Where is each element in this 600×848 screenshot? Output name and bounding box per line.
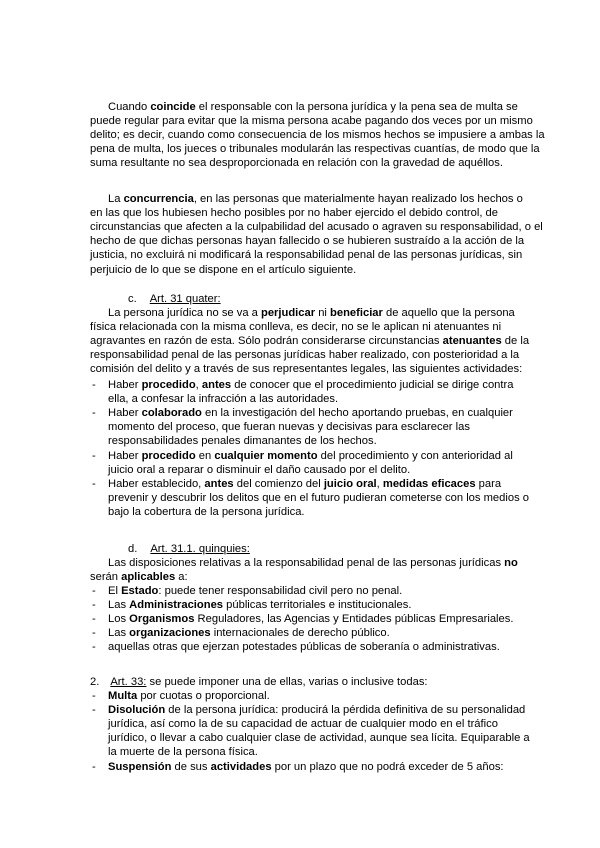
list-item-line [108,717,498,731]
text-run: Haber [108,407,142,419]
list-item-line [108,612,513,626]
paragraph-line [90,114,533,128]
text-run: comisión del delito y a través de sus representantes legales, las siguientes actividades: [90,363,523,375]
text-run: Las disposiciones relativas a la responsabilidad penal de las personas jurídicas [108,557,505,569]
text-run: momento del proceso, que fueran nuevas y decisivas para esclarecer las [108,421,470,433]
text-run: jurídica, así como la de su capacidad de actuar de cualquier modo en el tráfico [108,718,498,730]
text-run: Los [108,613,130,625]
text-run: Cuando [108,101,151,113]
bold-term: cualquier momento [214,450,318,462]
text-run: de la persona jurídica: producirá la pérdida definitiva de su personalidad [165,704,526,716]
heading-art-31-quater [128,292,221,306]
list-item-line [108,477,501,491]
paragraph-line [90,234,524,248]
list-item-line [108,760,504,774]
bullet-dash: - [92,641,96,653]
bullet-dash: - [92,585,96,597]
bullet-dash: - [92,627,96,639]
heading-marker: d. [128,543,138,555]
heading-title: Art. 31.1. quinquies: [150,543,250,555]
text-run: La [108,193,124,205]
paragraph-line [90,334,529,348]
paragraph-line [90,320,501,334]
text-run: , en las personas que materialmente hayan realizado los hechos o [193,193,523,205]
text-run: Haber establecido, [108,478,205,490]
text-run: jurídico, o llevar a cabo cualquier clase de actividad, aunque sea lícita. Equiparable a [108,732,530,744]
bold-term: concurrencia [123,193,194,205]
list-item-line [108,449,513,463]
heading-title: Art. 33: [110,676,147,688]
heading-rest: se puede imponer una de ellas, varias o inclusive todas: [146,676,428,688]
text-run: delito; es decir, cuando como consecuencia de los mismos hechos se impusiere a ambas la [90,129,545,141]
list-item-line [108,491,529,505]
text-run: , [195,379,202,391]
text-run: por cuotas o proporcional. [137,690,270,702]
text-run: el responsable con la persona jurídica y la pena sea de multa se [195,101,518,113]
bold-term: Disolución [108,704,166,716]
paragraph-line [108,306,515,320]
bold-term: organizaciones [129,627,211,639]
text-run: Las [108,627,130,639]
list-item-line [108,378,513,392]
bold-term: juicio oral [323,478,377,490]
bold-term: aplicables [121,571,176,583]
bold-term: Administraciones [129,599,224,611]
paragraph-line [90,156,503,170]
bullet-dash: - [92,613,96,625]
text-run: en la investigación del hecho aportando pruebas, en cualquier [201,407,513,419]
paragraph-line [90,348,519,362]
list-item-line [108,640,500,654]
paragraph-line [90,248,522,262]
list-item-line [108,463,410,477]
bold-term: no [504,557,518,569]
bold-term: antes [201,379,232,391]
list-item-line [108,505,305,519]
heading-art-31-quinquies [128,542,250,556]
text-run: responsabilidades penales dimanantes de los hechos. [108,435,377,447]
bold-term: Organismos [129,613,195,625]
text-run: en [195,450,215,462]
text-run: perjuicio de lo que se dispone en el artículo siguiente. [90,264,357,276]
bold-term: procedido [141,379,196,391]
bold-term: antes [204,478,234,490]
list-item-line [108,392,338,406]
bullet-dash: - [92,704,96,716]
text-run: física relacionada con la misma conlleva, es decir, no se le aplican ni atenuantes ni [90,321,502,333]
text-run: puede regular para evitar que la misma persona acabe pagando dos veces por un mismo [90,115,533,127]
paragraph-line [90,220,543,234]
bold-term: beneficiar [330,307,383,319]
paragraph-line [90,263,356,277]
list-item-line [108,406,513,420]
text-run: bajo la cobertura de la persona jurídica. [108,506,305,518]
text-run: justicia, no excluirá ni modificará la responsabilidad penal de las personas jurídicas, sin [90,249,523,261]
paragraph-line [90,362,522,376]
paragraph-line [108,192,523,206]
bold-term: coincide [150,101,196,113]
bullet-dash: - [92,761,96,773]
paragraph-line [90,142,540,156]
text-run: la muerte de la persona física. [108,746,258,758]
bold-term: Multa [108,690,138,702]
text-run: aquellas otras que ejerzan potestades públicas de soberanía o administrativas. [108,641,500,653]
list-item-line [108,420,470,434]
heading-title: Art. 31 quater: [149,293,221,305]
text-run: ni [315,307,331,319]
bullet-dash: - [92,450,96,462]
text-run: de conocer que el procedimiento judicial se dirige contra [231,379,514,391]
list-item-line [108,598,411,612]
bullet-dash: - [92,407,96,419]
text-run: serán [90,571,122,583]
bold-term: colaborado [141,407,202,419]
list-item-line [108,434,377,448]
text-run: ella, a confesar la infracción a las autoridades. [108,393,339,405]
bold-term: Suspensión [108,761,172,773]
text-run: , [376,478,383,490]
list-item-line [108,731,530,745]
heading-marker: 2. [90,676,100,688]
bullet-dash: - [92,478,96,490]
text-run: pena de multa, los jueces o tribunales modularán las respectivas cuantías, de modo que la [90,143,540,155]
heading-marker: c. [128,293,137,305]
text-run: hecho de que dichas personas hayan fallecido o se hubieren sustraído a la acción de la [90,235,525,247]
paragraph-line [90,206,498,220]
text-run: Las [108,599,130,611]
paragraph-line [90,570,188,584]
list-item-line [108,626,390,640]
text-run: Haber [108,450,142,462]
bold-term: Estado [121,585,159,597]
text-run: Reguladores, las Agencias y Entidades públicas Empresariales. [194,613,514,625]
text-run: responsabilidad penal de las personas jurídicas haber realizado, con posterioridad a la [90,349,520,361]
text-run: de la [501,335,530,347]
paragraph-line [108,100,518,114]
list-item-line [108,689,270,703]
text-run: del procedimiento y con anterioridad al [317,450,513,462]
bold-term: actividades [210,761,272,773]
text-run: por un plazo que no podrá exceder de 5 años: [271,761,504,773]
text-run: juicio oral a reparar o disminuir el daño causado por el delito. [108,464,411,476]
bullet-dash: - [92,379,96,391]
heading-art-33 [90,675,428,689]
text-run: en las que los hubiesen hecho posibles por no haber ejercido el debido control, de [90,207,499,219]
text-run: públicas territoriales e institucionales. [223,599,412,611]
list-item-line [108,584,402,598]
bold-term: atenuantes [442,335,502,347]
bullet-dash: - [92,690,96,702]
bold-term: procedido [141,450,196,462]
list-item-line [108,703,525,717]
list-item-line [108,745,258,759]
text-run: Haber [108,379,142,391]
text-run: del comienzo del [233,478,324,490]
bullet-dash: - [92,599,96,611]
text-run: de aquello que la persona [382,307,515,319]
paragraph-line [108,556,518,570]
bold-term: perjudicar [261,307,316,319]
text-run: a: [175,571,188,583]
text-run: prevenir y descubrir los delitos que en el futuro pudieran cometerse con los medios o [108,492,530,504]
paragraph-line [90,128,545,142]
text-run: circunstancias que afecten a la culpabilidad del acusado o agraven su responsabilidad, o el [90,221,543,233]
text-run: de sus [171,761,211,773]
text-run: : puede tener responsabilidad civil pero no penal. [158,585,403,597]
text-run: agravantes en razón de esta. Sólo podrán considerarse circunstancias [90,335,443,347]
text-run: internacionales de derecho público. [210,627,390,639]
text-run: para [475,478,502,490]
bold-term: medidas eficaces [382,478,476,490]
text-run: suma resultante no sea desproporcionada en relación con la gravedad de aquéllos. [90,157,503,169]
text-run: La persona jurídica no se va a [108,307,261,319]
text-run: El [108,585,122,597]
